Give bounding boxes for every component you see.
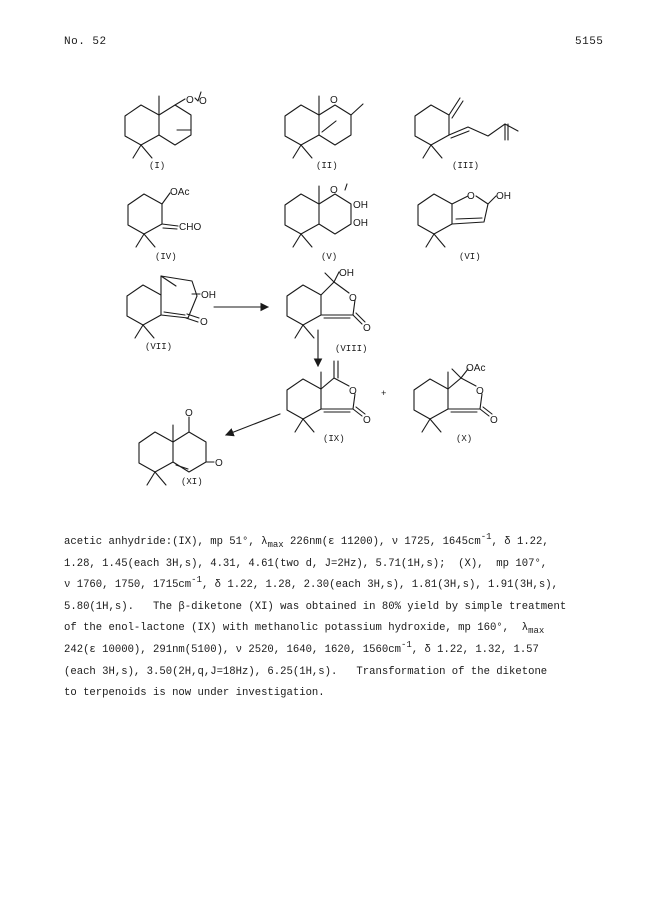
compound-label: (I) [149,161,166,171]
oxygen-atom: O [467,191,475,202]
oxygen-atom: O [330,185,338,196]
hydroxyl-group: OH [496,191,511,202]
text-line: ν 1760, 1750, $1715cm^{-1}$, δ 1.22, 1.28, 2.30(each 3H,s), 1.81(3H,s), 1.91(3H,s), [64,575,558,592]
hydroxyl-group: OH [201,290,216,301]
compound-XI [139,408,223,487]
compound-V [285,184,368,262]
compound-VI [418,191,511,262]
oxygen-atom: O [363,323,371,334]
hydroxyl-group: OH [339,268,354,279]
oxygen-atom: O [200,317,208,328]
acetoxy-group: OAc [170,187,190,198]
oxygen-atom: O [349,293,357,304]
compound-label: (X) [456,434,473,444]
compound-label: (V) [321,252,338,262]
text-line: of the enol-lactone (IX) with methanolic potassium hydroxide, mp 160°, $\lambda_{max}$ [64,622,545,637]
body-text [64,532,614,705]
text-line: to terpenoids is now under investigation. [64,687,325,700]
compound-label: (IX) [323,434,345,444]
oxygen-atom: O [186,95,194,106]
compound-X [414,363,498,444]
compound-I [125,92,207,171]
hydroxyl-group: OH [353,200,368,211]
text-line: acetic anhydride:(IX), mp 51°, $\lambda_{max}$ 226nm(ε 11200), ν 1725, $1645cm^{-1}$, δ 1.22, [64,532,549,550]
compound-VIII [287,268,371,354]
text-line: 242(ε 10000), 291nm(5100), ν 2520, 1640, 1620, $1560cm^{-1}$, δ 1.22, 1.32, 1.57 [64,639,539,656]
compound-label: (VIII) [335,344,368,354]
compound-label: (VI) [459,252,481,262]
compound-label: (III) [452,161,480,171]
text-line: 1.28, 1.45(each 3H,s), 4.31, 4.61(two d, J=2Hz), 5.71(1H,s); (X), mp 107°, [64,557,548,570]
compound-label: (IV) [155,252,177,262]
aldehyde-group: CHO [179,222,202,233]
compound-III [415,98,518,171]
oxygen-atom: O [330,95,338,106]
journal-issue: No. 52 [64,36,107,48]
oxygen-atom: O [349,386,357,397]
compound-label: (VII) [145,342,173,352]
compound-VII [127,276,216,352]
plus-sign: + [381,389,387,399]
compound-IV [128,187,201,262]
oxygen-atom: O [363,415,371,426]
page-number: 5155 [575,36,604,48]
oxygen-atom: O [199,96,207,107]
text-line: (each 3H,s), 3.50(2H,q,J=18Hz), 6.25(1H,s). Transformation of the diketone [64,665,548,678]
oxygen-atom: O [476,386,484,397]
oxygen-atom: O [185,408,193,419]
acetoxy-group: OAc [466,363,486,374]
oxygen-atom: O [490,415,498,426]
hydroxyl-group: OH [353,218,368,229]
text-line: 5.80(1H,s). The β-diketone (XI) was obtained in 80% yield by simple treatment [64,600,567,613]
compound-label: (II) [316,161,338,171]
compound-IX [287,361,371,444]
oxygen-atom: O [215,458,223,469]
reaction-arrow [226,414,280,435]
compound-label: (XI) [181,477,203,487]
compound-II [285,95,363,171]
